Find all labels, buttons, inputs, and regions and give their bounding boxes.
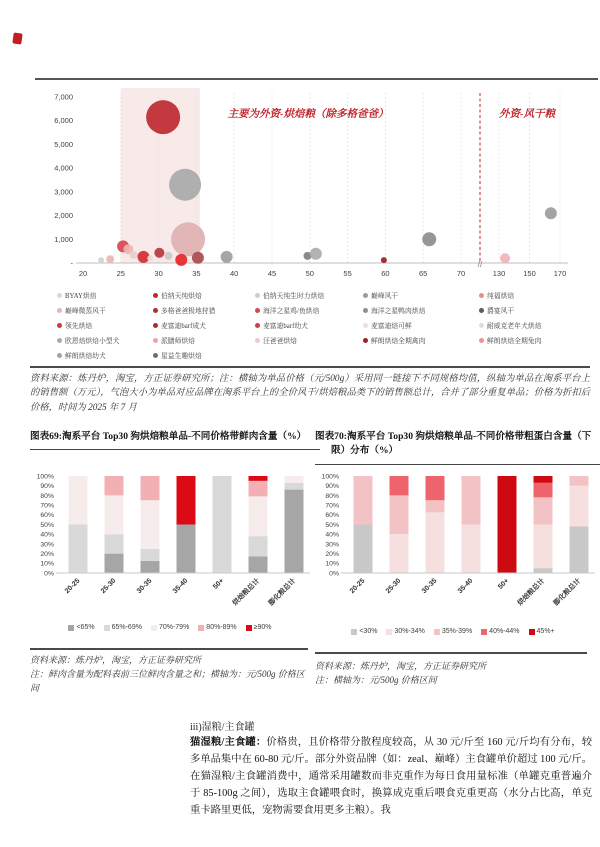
legend-swatch-icon xyxy=(198,625,204,631)
bubble-legend-item xyxy=(153,290,251,300)
annotation-air-dried: 外资-风干粮 xyxy=(499,109,555,120)
legend-dot-icon xyxy=(363,323,368,328)
bubble-legend-item xyxy=(479,290,585,300)
bar-segment xyxy=(570,476,589,486)
section-heading: iii)湿粮/主食罐 xyxy=(190,722,255,733)
bar-segment xyxy=(105,476,124,495)
legend-dot-icon xyxy=(479,338,484,343)
x-category-label: 35-40 xyxy=(171,577,190,596)
x-tick-label: 20 xyxy=(78,269,88,278)
bar-segment xyxy=(390,534,409,573)
bubble xyxy=(106,255,114,263)
legend-label: 巅峰微蒸风干 xyxy=(65,308,106,315)
legend-label: 伯纳天纯生时力烘焙 xyxy=(263,293,325,300)
legend-dot-icon xyxy=(363,308,368,313)
x-category-label: 烘焙粮总计 xyxy=(516,577,547,608)
axis-break-mark: // xyxy=(477,260,483,269)
y-tick-label: 70% xyxy=(325,502,339,510)
legend-dot-icon xyxy=(57,353,62,358)
fig69-bottom-line xyxy=(30,648,308,650)
bubble-legend-item xyxy=(479,305,585,315)
y-tick-label: 3,000 xyxy=(54,187,73,197)
legend-label: 伯纳天纯烘焙 xyxy=(161,293,202,300)
bubble-legend-item xyxy=(255,290,359,300)
legend-label: 30%-34% xyxy=(394,628,425,635)
y-tick-label: 50% xyxy=(325,521,339,529)
bubble-legend-item xyxy=(363,320,475,330)
y-tick-label: 100% xyxy=(321,473,339,481)
bar-segment xyxy=(249,496,268,536)
bubble xyxy=(221,251,233,263)
legend-dot-icon xyxy=(363,293,368,298)
bar-legend-item xyxy=(198,624,236,631)
x-category-label: 25-30 xyxy=(99,577,118,596)
bubble xyxy=(164,252,172,260)
legend-label: 海洋之星鸭肉烘焙 xyxy=(371,308,426,315)
y-tick-label: 10% xyxy=(40,560,54,568)
legend-label: <65% xyxy=(76,624,95,631)
x-tick-label: 65 xyxy=(419,269,428,278)
figure69-title: 图表69:淘系平台 Top30 狗烘焙粮单品-不同价格带鲜肉含量（%） xyxy=(30,430,320,450)
legend-dot-icon xyxy=(153,293,158,298)
y-tick-label: 4,000 xyxy=(54,163,73,173)
bar-segment xyxy=(105,495,124,534)
x-category-label: 30-35 xyxy=(420,577,439,596)
legend-label: 星益生趣烘焙 xyxy=(161,353,202,360)
bar-legend-item xyxy=(481,628,519,635)
legend-swatch-icon xyxy=(151,625,157,631)
bar-segment xyxy=(390,495,409,534)
bar-legend-item xyxy=(104,624,142,631)
legend-label: 鲜朗烘焙幼犬 xyxy=(65,353,106,360)
bubble-legend-item xyxy=(363,335,475,345)
legend-dot-icon xyxy=(153,353,158,358)
bar-segment xyxy=(69,476,88,525)
bar-segment xyxy=(213,476,232,573)
legend-dot-icon xyxy=(57,308,62,313)
figure70-title: 图表70:淘系平台 Top30 狗烘焙粮单品-不同价格带粗蛋白含量（下限）分布（%） xyxy=(315,430,600,465)
bar-segment xyxy=(249,557,268,573)
y-tick-label: 5,000 xyxy=(54,139,73,149)
y-tick-label: 40% xyxy=(40,531,54,539)
legend-label: 80%-89% xyxy=(206,624,237,631)
bar-segment xyxy=(249,481,268,497)
bar-segment xyxy=(534,568,553,573)
bubble xyxy=(147,255,153,261)
legend-label: 65%-69% xyxy=(111,624,142,631)
legend-label: 汪爸爸烘焙 xyxy=(263,338,297,345)
top-separator-line xyxy=(35,78,598,80)
y-tick-label: 60% xyxy=(40,512,54,520)
bar-segment xyxy=(249,536,268,556)
bubble xyxy=(422,232,436,246)
note-separator-line xyxy=(30,366,590,368)
legend-label: 欧恩焙烘焙小型犬 xyxy=(65,338,120,345)
bubble-legend-item xyxy=(57,290,149,300)
bubble xyxy=(500,253,510,263)
bubble-legend-item xyxy=(153,350,251,360)
figure70-source: 资料来源：炼丹炉，淘宝，方正证券研究所 xyxy=(315,661,487,671)
bubble xyxy=(130,251,138,259)
y-tick-label: 10% xyxy=(325,560,339,568)
bubble xyxy=(381,257,387,263)
legend-dot-icon xyxy=(153,338,158,343)
legend-label: 巅峰风干 xyxy=(371,293,399,300)
y-tick-label: 0% xyxy=(44,570,54,578)
legend-label: 麦富迪barf幼犬 xyxy=(263,323,308,330)
fig70-bottom-line xyxy=(315,652,587,654)
bar-legend-item xyxy=(246,624,272,631)
bar-segment xyxy=(534,497,553,524)
legend-label: ≥90% xyxy=(253,624,272,631)
x-category-label: 50+ xyxy=(497,577,511,591)
x-category-label: 20-25 xyxy=(63,577,82,596)
bar-legend-item xyxy=(434,628,472,635)
x-tick-label: 170 xyxy=(553,269,567,278)
legend-label: BYAY烘焙 xyxy=(65,293,97,300)
paragraph-body: 价格贵，且价格带分散程度较高，从 30 元/斤至 160 元/斤均有分布，较多单品集中在 60-80 元/斤。部分外资品牌（如：zeal、巅峰）主食罐单价超过 100 元/斤。在猫湿粮/主食罐消费中，通常采用罐数而非克重作为每日食用量标准（单罐克重普遍介于 85-100g 之间），选取主食罐喂食时，换算成克重后喂食克重更高（水分占比高，单克重卡路里更低，宠物需要食用更多主粮）。我 xyxy=(190,737,592,816)
legend-swatch-icon xyxy=(104,625,110,631)
bar-segment xyxy=(141,476,160,500)
bar-segment xyxy=(141,500,160,549)
y-tick-label: 80% xyxy=(325,492,339,500)
x-tick-label: 150 xyxy=(523,269,536,278)
legend-label: 35%-39% xyxy=(441,628,473,635)
body-paragraph xyxy=(190,735,592,819)
legend-swatch-icon xyxy=(246,625,252,631)
legend-dot-icon xyxy=(479,323,484,328)
legend-swatch-icon xyxy=(386,629,392,635)
bubble-legend-item xyxy=(255,305,359,315)
bubble-legend-item xyxy=(57,350,149,360)
legend-label: 爵宴风干 xyxy=(487,308,515,315)
legend-label: 耐威克老年犬烘焙 xyxy=(487,323,542,330)
bar-chart-legend-fig70 xyxy=(313,628,593,635)
bubble-legend-item xyxy=(255,335,359,345)
x-category-label: 35-40 xyxy=(456,577,475,596)
bubble xyxy=(169,169,201,201)
x-tick-label: 50 xyxy=(305,269,314,278)
bubble-legend-item xyxy=(255,320,359,330)
bar-segment xyxy=(285,476,304,483)
y-tick-label: 30% xyxy=(40,541,54,549)
bar-segment xyxy=(390,476,409,495)
legend-swatch-icon xyxy=(68,625,74,631)
y-tick-label: 60% xyxy=(325,512,339,520)
y-tick-label: 70% xyxy=(40,502,54,510)
x-category-label: 20-25 xyxy=(348,577,367,596)
x-tick-label: 30 xyxy=(154,269,163,278)
y-tick-label: 90% xyxy=(325,483,339,491)
legend-label: 45%+ xyxy=(536,628,555,635)
x-tick-label: 60 xyxy=(381,269,390,278)
bar-segment xyxy=(177,476,196,525)
y-tick-label: 90% xyxy=(40,483,54,491)
bar-segment xyxy=(285,483,304,490)
legend-label: 麦富迪焙可鲜 xyxy=(371,323,412,330)
annotation-baked-food: 主要为外资-烘焙粮（除多格爸爸） xyxy=(227,109,389,120)
y-tick-label: 20% xyxy=(325,551,339,558)
bar-chart-fig70 xyxy=(313,472,598,620)
legend-label: 派膳师烘焙 xyxy=(161,338,195,345)
y-tick-label: - xyxy=(70,258,73,268)
bar-segment xyxy=(354,476,373,525)
legend-label: 领先烘焙 xyxy=(65,323,93,330)
x-tick-label: 25 xyxy=(116,269,125,278)
legend-label: 40%-44% xyxy=(489,628,520,635)
bar-segment xyxy=(426,500,445,512)
bar-segment xyxy=(141,549,160,561)
bubble xyxy=(171,222,205,256)
bar-segment xyxy=(105,554,124,573)
legend-label: 麦富迪barf成犬 xyxy=(161,323,206,330)
bubble xyxy=(154,248,164,258)
bubble xyxy=(310,248,322,260)
y-tick-label: 0% xyxy=(329,570,339,578)
figure69-source: 资料来源：炼丹炉，淘宝，方正证券研究所 xyxy=(30,655,202,665)
bar-segment xyxy=(570,486,589,527)
bubble-legend-item xyxy=(363,305,475,315)
bubble-chart-legend xyxy=(57,290,585,360)
x-category-label: 膨化粮总计 xyxy=(552,577,583,608)
bubble-legend-item xyxy=(153,320,251,330)
bubble-legend-item xyxy=(57,320,149,330)
legend-dot-icon xyxy=(479,308,484,313)
legend-dot-icon xyxy=(57,338,62,343)
bar-chart-fig69 xyxy=(28,472,313,620)
x-tick-label: 35 xyxy=(192,269,201,278)
bubble-legend-item xyxy=(363,290,475,300)
y-tick-label: 20% xyxy=(40,551,54,558)
legend-label: <30% xyxy=(359,628,378,635)
corner-mark xyxy=(12,32,22,44)
y-tick-label: 7,000 xyxy=(54,92,73,102)
bar-segment xyxy=(249,476,268,481)
legend-swatch-icon xyxy=(481,629,487,635)
x-category-label: 膨化粮总计 xyxy=(267,577,298,608)
legend-label: 海洋之星鸡/鱼烘焙 xyxy=(263,308,320,315)
paragraph-lead: 猫湿粮/主食罐： xyxy=(190,737,267,748)
legend-label: 70%-79% xyxy=(158,624,190,631)
y-tick-label: 6,000 xyxy=(54,116,73,126)
legend-swatch-icon xyxy=(351,629,357,635)
legend-dot-icon xyxy=(479,293,484,298)
bar-chart-legend-fig69 xyxy=(30,624,310,631)
bar-segment xyxy=(426,476,445,500)
x-category-label: 50+ xyxy=(212,577,226,591)
bar-segment xyxy=(534,476,553,483)
x-tick-label: 130 xyxy=(492,269,506,278)
bar-segment xyxy=(177,525,196,574)
y-tick-label: 40% xyxy=(325,531,339,539)
legend-dot-icon xyxy=(255,293,260,298)
figure70-note: 注：横轴为：元/500g 价格区间 xyxy=(315,674,437,685)
y-tick-label: 100% xyxy=(36,473,54,481)
bubble-legend-item xyxy=(57,305,149,315)
bubble-chart-source-note: 资料来源：炼丹炉，淘宝，方正证券研究所；注：横轴为单品价格（元/500g）采用同一链接下不同规格均值，纵轴为单品在淘系平台上的销售额（万元），气泡大小为单品对应品牌在淘系平台上的全价风干/烘焙粮品类下的销售额总计，合并了部分重复单品；价格为折扣后价格，时间为 2025 年 7 月 xyxy=(30,374,590,413)
figure69-note: 注：鲜肉含量为配料表前三位鲜肉含量之和；横轴为：元/500g 价格区间 xyxy=(30,668,305,693)
bar-segment xyxy=(105,534,124,553)
y-tick-label: 30% xyxy=(325,541,339,549)
legend-label: 纯福烘焙 xyxy=(487,293,515,300)
bar-segment xyxy=(354,525,373,574)
bubble-legend-item xyxy=(153,305,251,315)
x-category-label: 烘焙粮总计 xyxy=(231,577,262,608)
bar-segment xyxy=(498,476,517,573)
bubble-legend-item xyxy=(153,335,251,345)
legend-dot-icon xyxy=(153,308,158,313)
bar-legend-item xyxy=(151,624,189,631)
bar-segment xyxy=(570,526,589,573)
bar-segment xyxy=(426,512,445,573)
legend-dot-icon xyxy=(255,308,260,313)
bubble xyxy=(545,207,557,219)
bubble xyxy=(192,252,204,264)
y-tick-label: 50% xyxy=(40,521,54,529)
bubble-chart xyxy=(40,85,575,290)
bar-segment xyxy=(534,483,553,498)
legend-label: 鲜朗烘焙全期禽肉 xyxy=(371,338,426,345)
y-tick-label: 1,000 xyxy=(54,234,73,244)
bubble xyxy=(98,257,104,263)
bar-legend-item xyxy=(386,628,424,635)
bubble xyxy=(175,254,187,266)
x-category-label: 25-30 xyxy=(384,577,403,596)
bar-segment xyxy=(285,490,304,573)
legend-swatch-icon xyxy=(434,629,440,635)
legend-dot-icon xyxy=(255,338,260,343)
bubble-legend-item xyxy=(479,320,585,330)
bar-segment xyxy=(462,525,481,574)
bar-legend-item xyxy=(68,624,94,631)
bubble-legend-item xyxy=(57,335,149,345)
y-tick-label: 80% xyxy=(40,492,54,500)
x-tick-label: 40 xyxy=(230,269,239,278)
legend-dot-icon xyxy=(57,323,62,328)
figure69-source-note xyxy=(30,654,308,696)
y-tick-label: 2,000 xyxy=(54,211,73,221)
bubble-legend-item xyxy=(479,335,585,345)
bar-legend-item xyxy=(529,628,555,635)
legend-dot-icon xyxy=(153,323,158,328)
x-category-label: 30-35 xyxy=(135,577,154,596)
legend-dot-icon xyxy=(57,293,62,298)
x-tick-label: 55 xyxy=(343,269,352,278)
legend-dot-icon xyxy=(255,323,260,328)
bar-segment xyxy=(462,476,481,525)
legend-label: 鲜朗烘焙全期兔肉 xyxy=(487,338,542,345)
legend-swatch-icon xyxy=(529,629,535,635)
bar-segment xyxy=(69,525,88,574)
legend-label: 多格爸爸极地狩猎 xyxy=(161,308,216,315)
bar-legend-item xyxy=(351,628,377,635)
figure70-source-note xyxy=(315,660,587,688)
bubble xyxy=(146,100,180,134)
x-tick-label: 70 xyxy=(456,269,466,278)
x-tick-label: 45 xyxy=(267,269,277,278)
bar-segment xyxy=(534,525,553,569)
bar-segment xyxy=(141,561,160,573)
legend-dot-icon xyxy=(363,338,368,343)
